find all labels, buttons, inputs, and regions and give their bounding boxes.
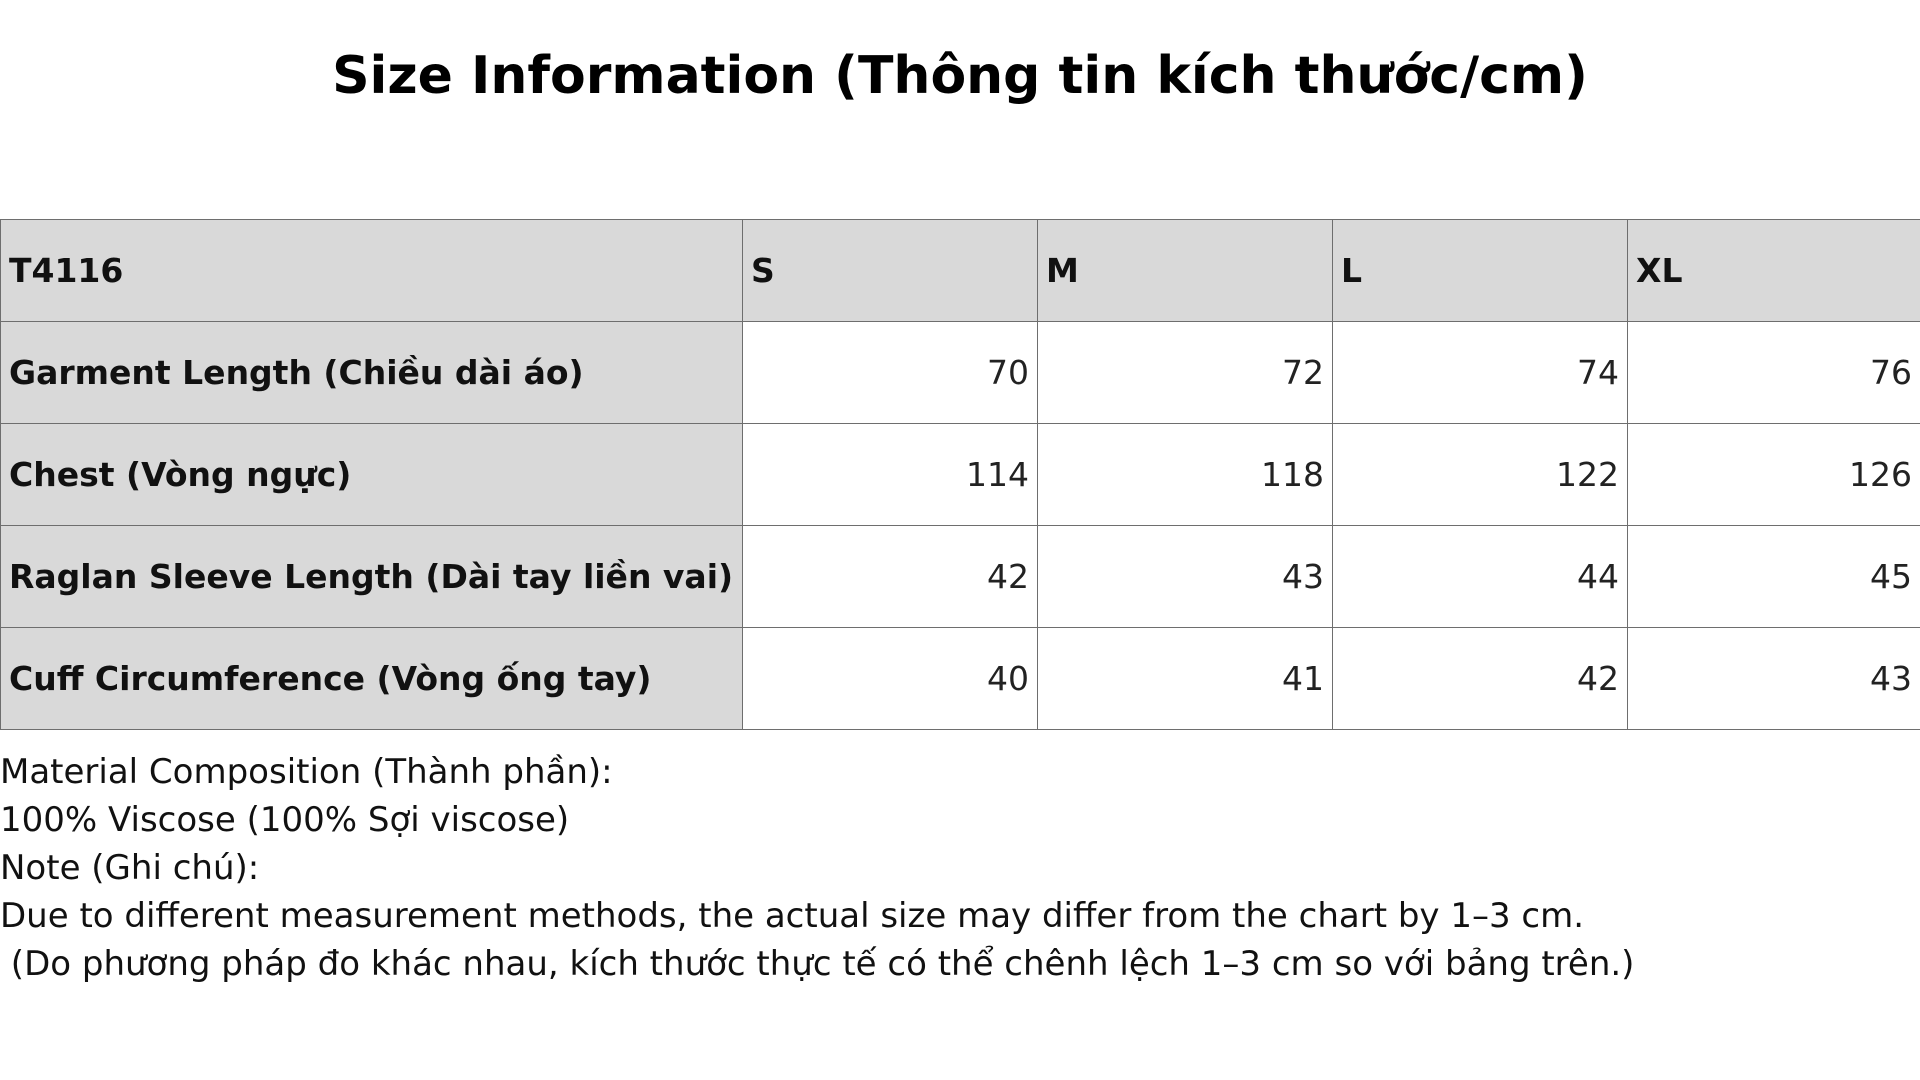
table-cell: 42: [1333, 628, 1628, 730]
note-vietnamese: (Do phương pháp đo khác nhau, kích thước thực tế có thể chênh lệch 1–3 cm so với bảng trên.): [0, 944, 1635, 984]
table-cell: 45: [1628, 526, 1920, 628]
table-header-row: [1, 220, 1920, 322]
table-cell: 44: [1333, 526, 1628, 628]
page-title: Size Information (Thông tin kích thước/cm): [332, 46, 1588, 106]
table-cell: 118: [1038, 424, 1333, 526]
table-row: [1, 526, 1920, 628]
size-header-m: M: [1038, 220, 1333, 322]
table-cell: 126: [1628, 424, 1920, 526]
table-cell: 70: [743, 322, 1038, 424]
table-cell: 40: [743, 628, 1038, 730]
row-label-cuff-circumference: Cuff Circumference (Vòng ống tay): [1, 628, 743, 730]
size-table: [0, 219, 1920, 730]
row-label-chest: Chest (Vòng ngực): [1, 424, 743, 526]
material-heading: Material Composition (Thành phần):: [0, 752, 613, 792]
table-row: [1, 628, 1920, 730]
size-header-xl: XL: [1628, 220, 1920, 322]
table-row: [1, 424, 1920, 526]
table-cell: 41: [1038, 628, 1333, 730]
notes-section: [0, 748, 1920, 988]
table-cell: 43: [1628, 628, 1920, 730]
row-label-garment-length: Garment Length (Chiều dài áo): [1, 322, 743, 424]
table-cell: 76: [1628, 322, 1920, 424]
size-header-s: S: [743, 220, 1038, 322]
table-cell: 122: [1333, 424, 1628, 526]
note-english: Due to different measurement methods, the actual size may differ from the chart by 1–3 cm.: [0, 896, 1585, 936]
table-cell: 74: [1333, 322, 1628, 424]
table-cell: 43: [1038, 526, 1333, 628]
table-cell: 114: [743, 424, 1038, 526]
size-header-l: L: [1333, 220, 1628, 322]
note-heading: Note (Ghi chú):: [0, 848, 260, 888]
table-row: [1, 322, 1920, 424]
table-cell: 72: [1038, 322, 1333, 424]
material-value: 100% Viscose (100% Sợi viscose): [0, 800, 570, 840]
row-label-raglan-sleeve-length: Raglan Sleeve Length (Dài tay liền vai): [1, 526, 743, 628]
table-cell: 42: [743, 526, 1038, 628]
product-code-cell: T4116: [1, 220, 743, 322]
